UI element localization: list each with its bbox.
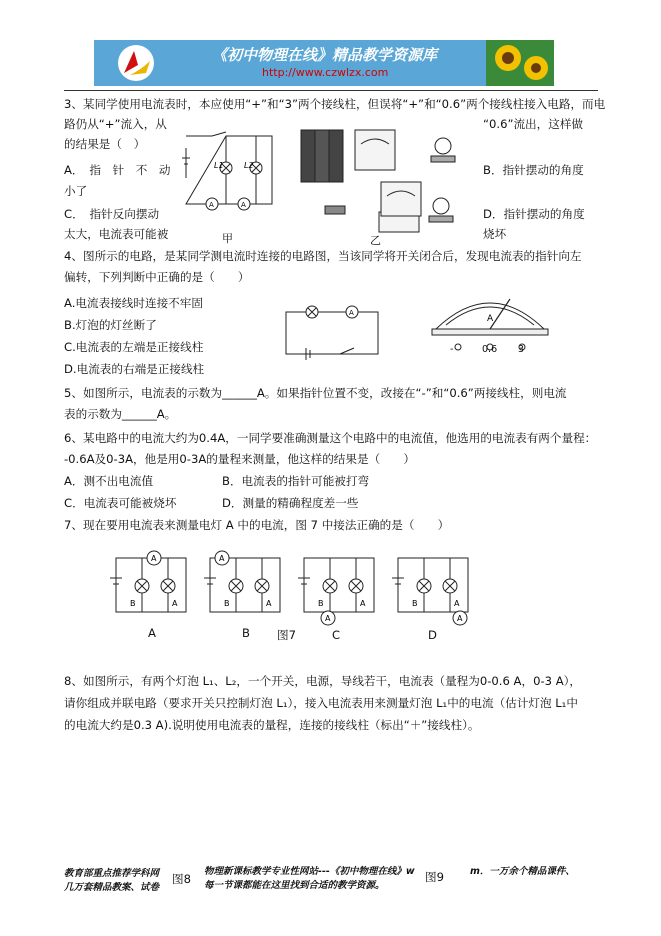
q4-line1: 4、图所示的电路，是某同学测电流时连接的电路图，当该同学将开关闭合后，发现电流表的指针向左 (64, 249, 582, 263)
footer-left-2: 几万套精品教案、试卷 (64, 882, 160, 893)
header-title: 《初中物理在线》精品教学资源库 (212, 46, 438, 64)
footer-left-1: 教育部重点推荐学科网 (64, 868, 160, 879)
q3-fig-yi (295, 120, 465, 230)
q3-line3: 的结果是（ ） (64, 137, 146, 151)
svg-text:L1: L1 (214, 161, 224, 170)
svg-text:A: A (360, 599, 366, 608)
footer-fig9: 图9 (425, 870, 444, 884)
q4-option-a: A.电流表接线时连接不牢固 (64, 296, 203, 310)
q8-line3: 的电流大约是0.3 A).说明使用电流表的量程，连接的接线柱（标出“＋”接线柱）。 (64, 718, 480, 732)
svg-text:A: A (151, 554, 157, 563)
q7-fig-label: 图7 (277, 628, 296, 642)
q4-option-d: D.电流表的右端是正接线柱 (64, 362, 205, 376)
q4-circuit (284, 304, 384, 360)
svg-text:A: A (454, 599, 460, 608)
q3-option-d-cont: 烧坏 (483, 227, 507, 241)
header-banner (94, 40, 554, 86)
q3-fig-jia-label: 甲 (222, 232, 233, 245)
q3-line1: 3、某同学使用电流表时，本应使用“+”和“3”两个接线柱，但误将“+”和“0.6”两个接线柱接入电路，而电 (64, 97, 606, 111)
svg-text:A: A (219, 554, 225, 563)
svg-text:A: A (487, 314, 494, 324)
q8-line2: 请你组成并联电路（要求开关只控制灯泡 L₁），接入电流表用来测量灯泡 L₁中的电流（估计灯泡 L₁中 (64, 696, 578, 710)
header-url[interactable]: http://www.czwlzx.com (262, 66, 389, 79)
svg-text:A: A (457, 614, 463, 623)
q3-line2b: “0.6”流出，这样做 (483, 117, 584, 131)
q4-meter-06: 0.6 (482, 344, 498, 355)
footer-mid-2: 每一节课都能在这里找到合适的教学资源。 (204, 880, 385, 891)
q3-line2a: 路仍从“+”流入，从 (64, 117, 167, 131)
q7-label-a: A (148, 626, 156, 640)
q4-option-c: C.电流表的左端是正接线柱 (64, 340, 204, 354)
q7-label-d: D (428, 628, 437, 642)
q4-meter-3: 3 (518, 344, 525, 355)
svg-text:B: B (224, 599, 230, 608)
svg-text:A: A (209, 201, 214, 209)
q6-option-c: C．电流表可能被烧坏 (64, 496, 177, 510)
q5-line2: 表的示数为______A。 (64, 407, 177, 421)
q3-option-c-cont: 太大，电流表可能被 (64, 227, 169, 241)
svg-text:A: A (266, 599, 272, 608)
q3-option-c: C． 指针反向摆动 (64, 207, 160, 221)
svg-text:A: A (325, 614, 331, 623)
q3-fig-yi-label: 乙 (370, 234, 381, 247)
footer-right-1: m．一万余个精品课件、 (470, 866, 575, 877)
svg-text:A: A (349, 309, 354, 317)
svg-text:A: A (241, 201, 246, 209)
q3-option-b: B．指针摆动的角度 (483, 163, 584, 177)
q8-line1: 8、如图所示，有两个灯泡 L₁、L₂，一个开关，电源，导线若干，电流表（量程为0-0.6 A，0-3 A）， (64, 674, 582, 688)
q7-label-b: B (242, 626, 250, 640)
header-rule (64, 90, 598, 91)
q7-label-c: C (332, 628, 341, 642)
sunflower-icon (486, 40, 554, 86)
q4-meter-minus: - (450, 344, 454, 355)
q6-option-d: D．测量的精确程度差一些 (222, 496, 359, 510)
q5-line1: 5、如图所示，电流表的示数为______A。如果指针位置不变，改接在“-”和“0.6”两接线柱，则电流 (64, 386, 567, 400)
svg-text:A: A (172, 599, 178, 608)
svg-text:B: B (412, 599, 418, 608)
svg-text:L2: L2 (244, 161, 254, 170)
q3-option-a: A． 指 针 不 动 (64, 163, 171, 177)
footer-mid-1: 物理新课标教学专业性网站---《初中物理在线》w (204, 866, 415, 877)
footer-fig8: 图8 (172, 872, 191, 886)
q3-option-d: D．指针摆动的角度 (483, 207, 585, 221)
q4-option-b: B.灯泡的灯丝断了 (64, 318, 157, 332)
q3-option-a-cont: 小了 (64, 184, 88, 198)
q4-line2: 偏转，下列判断中正确的是（ ） (64, 270, 250, 284)
logo-icon (116, 43, 156, 83)
svg-text:B: B (130, 599, 136, 608)
svg-text:B: B (318, 599, 324, 608)
q7-circuits (106, 548, 476, 638)
q6-option-b: B．电流表的指针可能被打弯 (222, 474, 370, 488)
q3-circuit-jia (182, 128, 282, 228)
q6-line1: 6、某电路中的电流大约为0.4A，一同学要准确测量这个电路中的电流值，他选用的电流表有两个量程： (64, 431, 597, 445)
q7-line1: 7、现在要用电流表来测量电灯 A 中的电流，图 7 中接法正确的是（ ） (64, 518, 450, 532)
q6-option-a: A．测不出电流值 (64, 474, 154, 488)
q6-line2: -0.6A及0-3A，他是用0-3A的量程来测量，他这样的结果是（ ） (64, 452, 415, 466)
